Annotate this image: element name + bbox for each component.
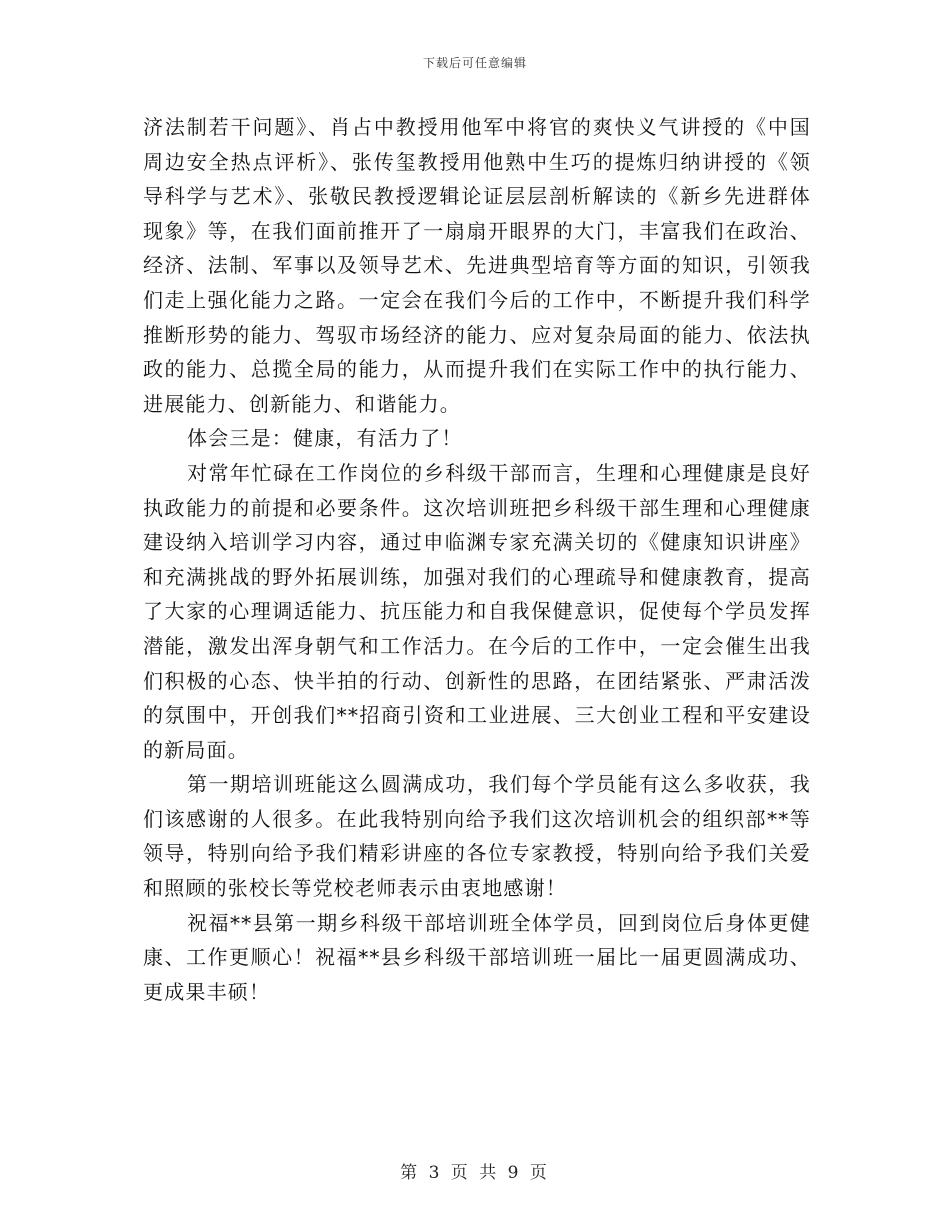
paragraph-4: 第一期培训班能这么圆满成功，我们每个学员能有这么多收获，我们该感谢的人很多。在此我特别向给予我们这次培训机会的组织部**等领导，特别向给予我们精彩讲座的各位专家教授，特别向给予我们关爱和照顾的张校长等党校老师表示由衷地感谢！ — [143, 772, 811, 901]
paragraph-2-heading: 体会三是：健康，有活力了！ — [187, 426, 463, 451]
document-body — [143, 110, 811, 1009]
page-header: 下载后可任意编辑 — [422, 56, 527, 70]
page-footer-page-number: 第 3 页 共 9 页 — [400, 1163, 550, 1183]
paragraph-1: 济法制若干问题》、肖占中教授用他军中将官的爽快义气讲授的《中国周边安全热点评析》、张传玺教授用他熟中生巧的提炼归纳讲授的《领导科学与艺术》、张敬民教授逻辑论证层层剖析解读的《新乡先进群体现象》等，在我们面前推开了一扇扇开眼界的大门，丰富我们在政治、经济、法制、军事以及领导艺术、先进典型培育等方面的知识，引领我们走上强化能力之路。一定会在我们今后的工作中，不断提升我们科学推断形势的能力、驾驭市场经济的能力、应对复杂局面的能力、依法执政的能力、总揽全局的能力，从而提升我们在实际工作中的执行能力、进展能力、创新能力、和谐能力。 — [143, 115, 811, 416]
paragraph-5: 祝福**县第一期乡科级干部培训班全体学员，回到岗位后身体更健康、工作更顺心！祝福**县乡科级干部培训班一届比一届更圆满成功、更成果丰硕！ — [143, 910, 811, 1004]
paragraph-3: 对常年忙碌在工作岗位的乡科级干部而言，生理和心理健康是良好执政能力的前提和必要条件。这次培训班把乡科级干部生理和心理健康建设纳入培训学习内容，通过申临渊专家充满关切的《健康知识讲座》和充满挑战的野外拓展训练，加强对我们的心理疏导和健康教育，提高了大家的心理调适能力、抗压能力和自我保健意识，促使每个学员发挥潜能，激发出浑身朝气和工作活力。在今后的工作中，一定会催生出我们积极的心态、快半拍的行动、创新性的思路，在团结紧张、严肃活泼的氛围中，开创我们**招商引资和工业进展、三大创业工程和平安建设的新局面。 — [143, 460, 811, 762]
